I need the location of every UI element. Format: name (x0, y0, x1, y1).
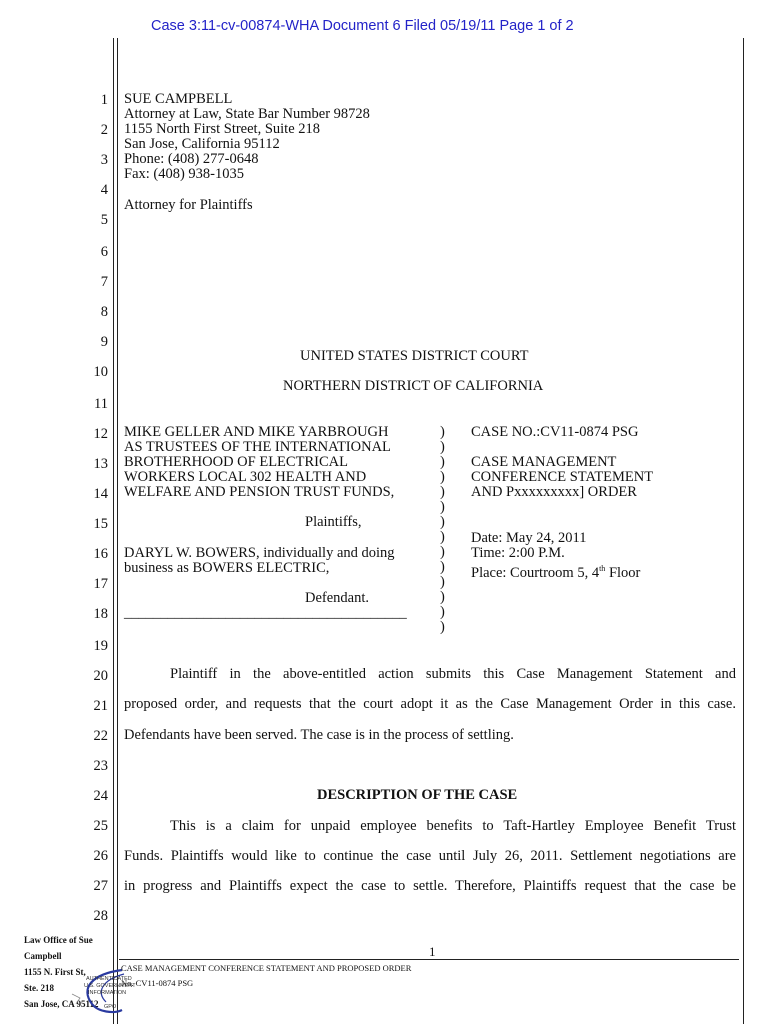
document-title (471, 455, 653, 500)
plaintiffs-caption (124, 425, 394, 500)
paragraph-1-line-1 (170, 666, 736, 683)
place-floor: Floor (605, 564, 641, 581)
sidebar-line: San Jose, CA 95112 (24, 999, 99, 1009)
left-margin-rule-inner (117, 38, 118, 1024)
attorney-name: SUE CAMPBELL (124, 91, 233, 107)
seal-text-3: INFORMATION (88, 990, 127, 996)
line-number: 23 (93, 758, 108, 774)
doc-title-line: CASE MANAGEMENT (471, 454, 617, 470)
hearing-place (471, 561, 640, 581)
case-number: CASE NO.:CV11-0874 PSG (471, 424, 639, 440)
paragraph-2-line-2 (124, 848, 736, 865)
line-number: 13 (93, 456, 108, 472)
line-number: 12 (93, 426, 108, 442)
section-heading: DESCRIPTION OF THE CASE (317, 787, 518, 803)
seal-text-1: AUTHENTICATED (86, 976, 132, 982)
text: proposed order, and requests that the court adopt it as the Case Management Order in this case. (124, 696, 736, 712)
paragraph-1-line-2 (124, 696, 736, 713)
defendant-caption (124, 546, 395, 576)
caption-line: AS TRUSTEES OF THE INTERNATIONAL (124, 439, 391, 455)
attorney-city: San Jose, California 95112 (124, 136, 280, 152)
line-number: 7 (100, 274, 108, 290)
hearing-info (471, 531, 640, 581)
line-number: 3 (100, 152, 108, 168)
line-number: 28 (93, 908, 108, 924)
paragraph-1-line-3: Defendants have been served. The case is in the process of settling. (124, 727, 514, 743)
left-margin-rule-outer (113, 38, 114, 1024)
line-number: 18 (93, 606, 108, 622)
sidebar-line: Campbell (24, 951, 62, 961)
line-number: 11 (94, 396, 108, 412)
text: This is a claim for unpaid employee benefits to Taft-Hartley Employee Benefit Trust (170, 818, 736, 834)
seal-text-4: GPO (104, 1004, 117, 1010)
sidebar-line: Ste. 218 (24, 983, 54, 993)
line-number: 25 (93, 818, 108, 834)
hearing-date: Date: May 24, 2011 (471, 530, 587, 546)
line-number: 8 (100, 304, 108, 320)
attorney-street: 1155 North First Street, Suite 218 (124, 121, 321, 137)
line-number: 24 (93, 788, 108, 804)
right-margin-rule (743, 38, 744, 1024)
line-number: 22 (93, 728, 108, 744)
court-name: UNITED STATES DISTRICT COURT (300, 348, 529, 364)
line-number: 15 (93, 516, 108, 532)
line-number: 1 (100, 92, 108, 108)
line-number: 17 (93, 576, 108, 592)
line-number: 14 (93, 486, 108, 502)
attorney-phone: Phone: (408) 277-0648 (124, 151, 259, 167)
caption-parentheses: ) ) ) ) ) ) ) ) ) ) ) ) ) ) (440, 424, 445, 635)
court-district: NORTHERN DISTRICT OF CALIFORNIA (283, 378, 544, 394)
line-number: 16 (93, 546, 108, 562)
attorney-block (124, 92, 370, 182)
paragraph-2-line-1 (170, 818, 736, 835)
place-text: Place: Courtroom 5, 4 (471, 564, 600, 581)
line-number: 5 (100, 212, 108, 228)
footer-title: CASE MANAGEMENT CONFERENCE STATEMENT AND PROPOSED ORDER (121, 963, 412, 973)
line-number: 10 (93, 364, 108, 380)
sidebar-line: Law Office of Sue (24, 935, 93, 945)
line-number: 6 (100, 244, 108, 260)
line-number: 27 (93, 878, 108, 894)
caption-line: BROTHERHOOD OF ELECTRICAL (124, 454, 348, 470)
caption-line: WORKERS LOCAL 302 HEALTH AND (124, 469, 367, 485)
doc-title-line: CONFERENCE STATEMENT (471, 469, 654, 485)
seal-text-2: U.S. GOVERNMENT (84, 983, 136, 989)
line-number: 9 (100, 334, 108, 350)
line-number: 19 (93, 638, 108, 654)
plaintiffs-label: Plaintiffs, (305, 514, 362, 530)
hearing-time: Time: 2:00 P.M. (471, 545, 565, 561)
caption-line: MIKE GELLER AND MIKE YARBROUGH (124, 424, 389, 440)
text: Plaintiff in the above-entitled action submits this Case Management Statement and (170, 666, 736, 682)
line-number: 20 (93, 668, 108, 684)
place-superscript: th (599, 564, 606, 573)
paragraph-2-line-3 (124, 878, 736, 895)
attorney-role: Attorney for Plaintiffs (124, 197, 253, 213)
text: in progress and Plaintiffs expect the case to settle. Therefore, Plaintiffs request that the case be (124, 878, 736, 894)
text: Funds. Plaintiffs would like to continue the case until July 26, 2011. Settlement negotiations are (124, 848, 736, 864)
line-number: 26 (93, 848, 108, 864)
ecf-stamp: Case 3:11-cv-00874-WHA Document 6 Filed 05/19/11 Page 1 of 2 (151, 18, 574, 34)
defendant-label: Defendant. (305, 590, 370, 606)
caption-line: DARYL W. BOWERS, individually and doing (124, 545, 395, 561)
page-number: 1 (429, 944, 436, 959)
caption-line: business as BOWERS ELECTRIC, (124, 560, 330, 576)
attorney-fax: Fax: (408) 938-1035 (124, 166, 245, 182)
caption-underline: _______________________________________ (124, 605, 407, 621)
doc-title-line: AND Pxxxxxxxxx] ORDER (471, 484, 637, 500)
caption-line: WELFARE AND PENSION TRUST FUNDS, (124, 484, 395, 500)
line-number: 2 (100, 122, 108, 138)
line-number: 21 (93, 698, 108, 714)
line-number: 4 (100, 182, 108, 198)
footer-rule (119, 959, 739, 960)
footer-case-number: No. CV11-0874 PSG (121, 978, 194, 988)
attorney-bar: Attorney at Law, State Bar Number 98728 (124, 106, 370, 122)
sidebar-line: 1155 N. First St, (24, 967, 86, 977)
